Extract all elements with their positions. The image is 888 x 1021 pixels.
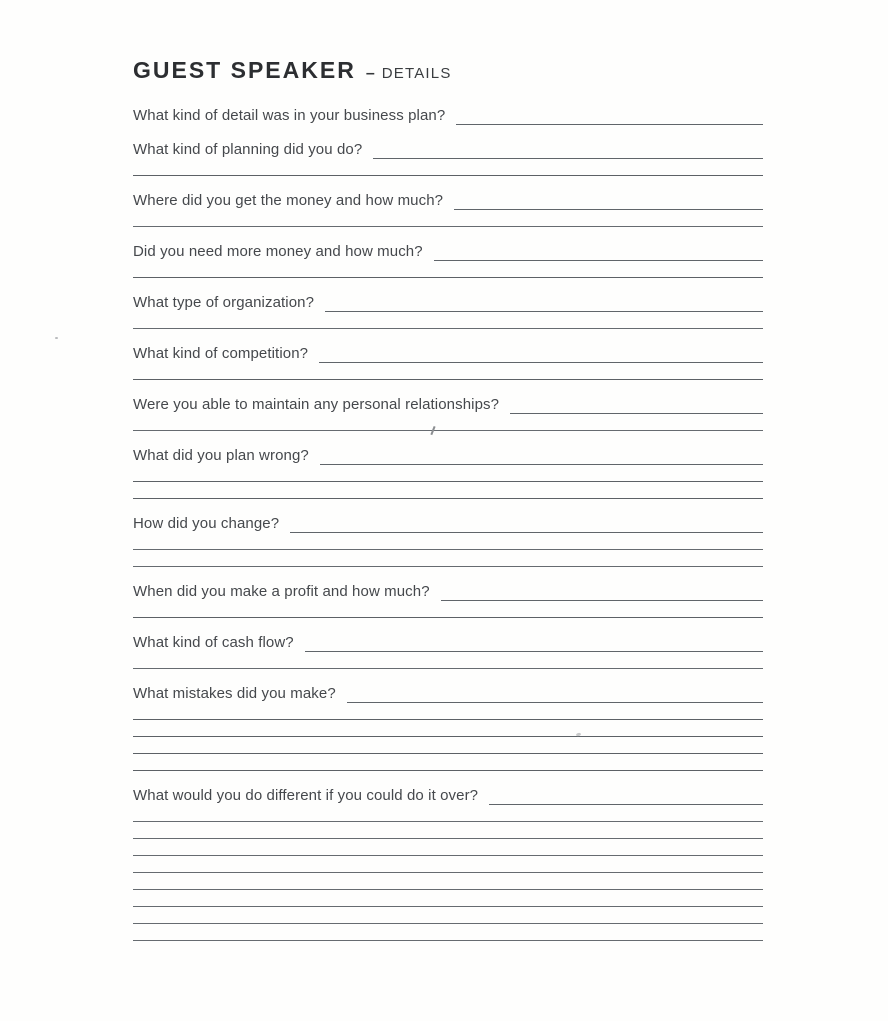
answer-blank-inline — [325, 291, 763, 312]
answer-blank-inline — [319, 342, 763, 363]
question-label: Did you need more money and how much? — [133, 243, 423, 260]
question-section — [133, 138, 763, 176]
answer-blank-line — [133, 822, 763, 839]
answer-blank-inline — [320, 444, 763, 465]
answer-blank-inline — [290, 512, 763, 533]
question-row — [133, 631, 763, 652]
answer-blank-line — [133, 754, 763, 771]
answer-blank-inline — [456, 104, 763, 125]
answer-blank-line — [133, 890, 763, 907]
question-section — [133, 512, 763, 567]
title-dash: – — [365, 65, 375, 82]
answer-blank-line — [133, 856, 763, 873]
answer-blank-line — [133, 907, 763, 924]
question-section — [133, 291, 763, 329]
question-row — [133, 512, 763, 533]
answer-blank-inline — [373, 138, 763, 159]
answer-blank-line — [133, 839, 763, 856]
question-row — [133, 784, 763, 805]
question-row — [133, 682, 763, 703]
answer-blank-line — [133, 159, 763, 176]
answer-blank-line — [133, 261, 763, 278]
question-section — [133, 342, 763, 380]
question-label: When did you make a profit and how much? — [133, 583, 430, 600]
answer-blank-line — [133, 363, 763, 380]
question-section — [133, 580, 763, 618]
page-title-sub: DETAILS — [381, 65, 452, 82]
question-section — [133, 240, 763, 278]
answer-blank-line — [133, 601, 763, 618]
answer-blank-line — [133, 703, 763, 720]
answer-blank-line — [133, 720, 763, 737]
question-label: What kind of detail was in your business plan? — [133, 107, 446, 124]
question-row — [133, 393, 763, 414]
question-label: How did you change? — [133, 515, 280, 532]
question-row — [133, 189, 763, 210]
question-row — [133, 444, 763, 465]
question-row — [133, 291, 763, 312]
answer-blank-inline — [434, 240, 763, 261]
answer-blank-line — [133, 312, 763, 329]
answer-blank-line — [133, 805, 763, 822]
answer-blank-line — [133, 924, 763, 941]
answer-blank-line — [133, 550, 763, 567]
answer-blank-line — [133, 465, 763, 482]
question-row — [133, 138, 763, 159]
question-section — [133, 682, 763, 771]
question-section — [133, 784, 763, 941]
question-row — [133, 580, 763, 601]
answer-blank-inline — [305, 631, 763, 652]
answer-blank-line — [133, 414, 763, 431]
question-label: What kind of competition? — [133, 345, 309, 362]
question-section — [133, 104, 763, 125]
question-label: What mistakes did you make? — [133, 685, 336, 702]
question-section — [133, 631, 763, 669]
answer-blank-line — [133, 652, 763, 669]
answer-blank-inline — [347, 682, 763, 703]
answer-blank-line — [133, 210, 763, 227]
scan-artifact — [55, 337, 58, 339]
question-section — [133, 444, 763, 499]
answer-blank-line — [133, 737, 763, 754]
question-label: What type of organization? — [133, 294, 315, 311]
question-label: What kind of cash flow? — [133, 634, 294, 651]
question-row — [133, 104, 763, 125]
question-label: Were you able to maintain any personal relationships? — [133, 396, 500, 413]
question-label: What kind of planning did you do? — [133, 141, 363, 158]
answer-blank-inline — [489, 784, 763, 805]
question-label: What did you plan wrong? — [133, 447, 309, 464]
question-label: What would you do different if you could do it over? — [133, 787, 479, 804]
questions-container — [133, 104, 763, 941]
answer-blank-line — [133, 482, 763, 499]
question-section — [133, 189, 763, 227]
page-title-main: GUEST SPEAKER — [133, 57, 356, 83]
answer-blank-inline — [510, 393, 763, 414]
question-section — [133, 393, 763, 431]
question-row — [133, 240, 763, 261]
question-row — [133, 342, 763, 363]
answer-blank-inline — [454, 189, 763, 210]
answer-blank-line — [133, 873, 763, 890]
question-label: Where did you get the money and how much? — [133, 192, 444, 209]
page-title — [133, 57, 763, 87]
answer-blank-line — [133, 533, 763, 550]
answer-blank-inline — [441, 580, 763, 601]
